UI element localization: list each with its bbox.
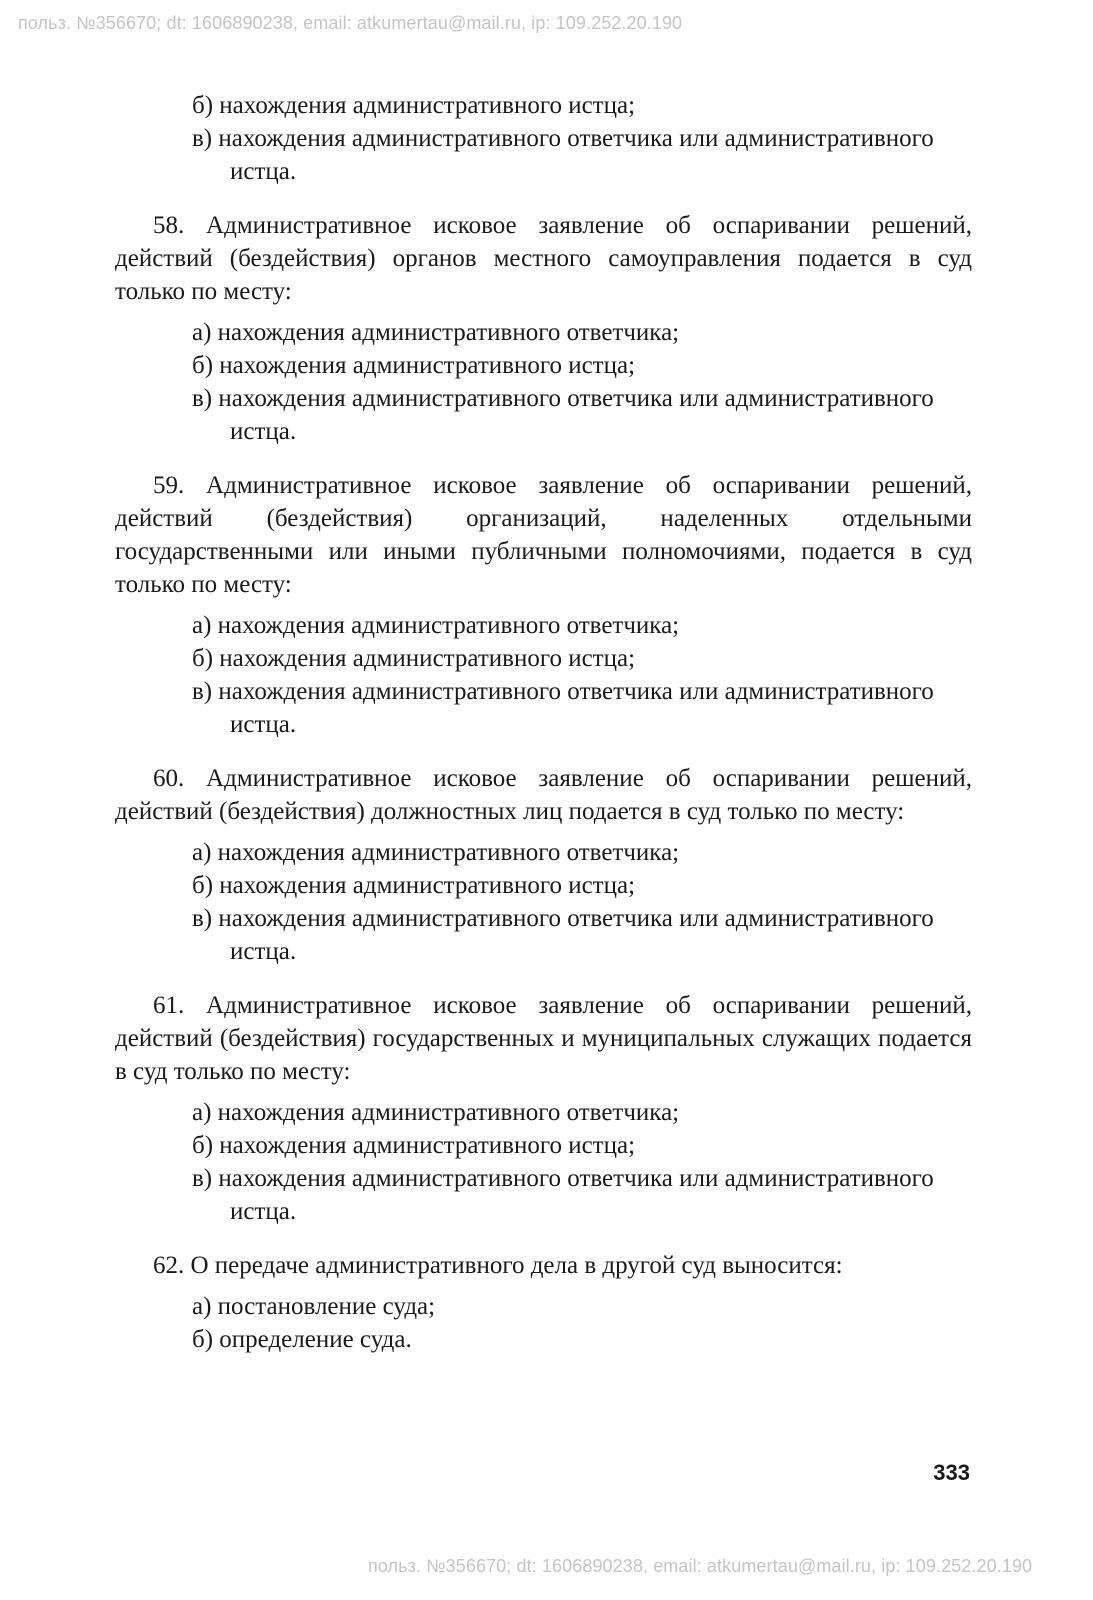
question-text: 58. Административное исковое заявление об оспаривании решений, действий (бездействия) органов местного самоуправления подается в суд только по месту: bbox=[115, 212, 972, 305]
question-text: 62. О передаче административного дела в другой суд выносится: bbox=[153, 1252, 843, 1279]
watermark-bottom: польз. №356670; dt: 1606890238, email: atkumertau@mail.ru, ip: 109.252.20.190 bbox=[368, 1556, 1033, 1576]
option: б) нахождения административного истца; bbox=[192, 645, 636, 672]
question-text: 60. Административное исковое заявление об оспаривании решений, действий (бездействия) должностных лиц подается в суд только по месту: bbox=[115, 765, 972, 825]
question-59 bbox=[115, 469, 972, 741]
option: б) нахождения административного истца; bbox=[192, 352, 636, 379]
option: а) нахождения административного ответчика; bbox=[192, 612, 680, 639]
option: в) нахождения административного ответчика или административного истца. bbox=[192, 125, 934, 185]
answer-options bbox=[115, 609, 972, 741]
question-60 bbox=[115, 762, 972, 968]
option: в) нахождения административного ответчика или административного истца. bbox=[192, 1165, 934, 1225]
question-61 bbox=[115, 989, 972, 1228]
option: а) нахождения административного ответчика; bbox=[192, 839, 680, 866]
question-text: 59. Административное исковое заявление об оспаривании решений, действий (бездействия) организаций, наделенных отдельными государственными или иными публичными полномочиями, подается в суд только по месту: bbox=[115, 472, 972, 598]
watermark-top: польз. №356670; dt: 1606890238, email: atkumertau@mail.ru, ip: 109.252.20.190 bbox=[18, 13, 683, 33]
option: в) нахождения административного ответчика или административного истца. bbox=[192, 678, 934, 738]
option: в) нахождения административного ответчика или административного истца. bbox=[192, 385, 934, 445]
answer-options bbox=[115, 836, 972, 968]
answer-options bbox=[115, 316, 972, 448]
option: б) нахождения административного истца; bbox=[192, 1132, 636, 1159]
option: а) нахождения административного ответчика; bbox=[192, 319, 680, 346]
answer-options bbox=[115, 1290, 972, 1356]
option: б) нахождения административного истца; bbox=[192, 872, 636, 899]
answer-options bbox=[115, 1096, 972, 1228]
question-62 bbox=[115, 1249, 972, 1356]
option: а) постановление суда; bbox=[192, 1293, 436, 1320]
option: б) определение суда. bbox=[192, 1326, 412, 1353]
option: а) нахождения административного ответчика; bbox=[192, 1099, 680, 1126]
page-number: 333 bbox=[933, 1460, 970, 1485]
continuation-options bbox=[115, 89, 972, 188]
option: б) нахождения административного истца; bbox=[192, 92, 636, 119]
option: в) нахождения административного ответчика или административного истца. bbox=[192, 905, 934, 965]
question-text: 61. Административное исковое заявление об оспаривании решений, действий (бездействия) государственных и муниципальных служащих подается в суд только по месту: bbox=[115, 992, 972, 1085]
question-58 bbox=[115, 209, 972, 448]
page-content bbox=[115, 89, 972, 1356]
